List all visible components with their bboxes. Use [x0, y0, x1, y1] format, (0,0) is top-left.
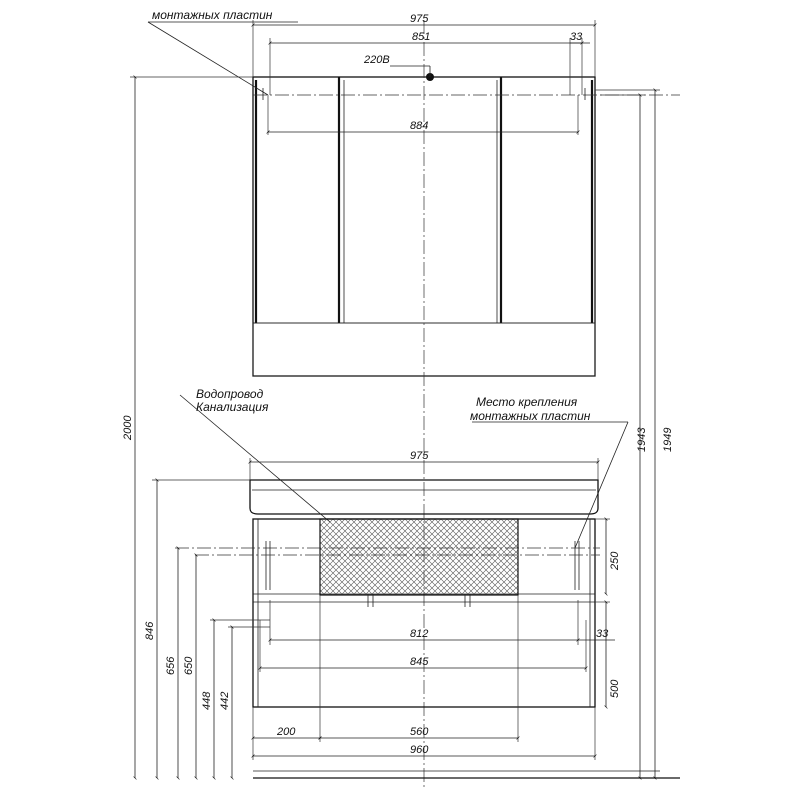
dim-200: 200 [277, 726, 296, 738]
vanity-width-dimensions [253, 595, 615, 760]
dim-975-top: 975 [410, 13, 429, 25]
label-mounting-plates-top: монтажных пластин [152, 8, 273, 22]
power-label: 220В [364, 54, 390, 66]
mirror-cabinet [253, 20, 680, 790]
dim-884: 884 [410, 120, 429, 132]
dim-812: 812 [410, 628, 429, 640]
dim-656: 656 [165, 656, 177, 675]
label-mounting-place-1: Место крепления [476, 395, 578, 409]
dim-250: 250 [609, 551, 621, 570]
dim-845: 845 [410, 656, 429, 668]
dim-846: 846 [144, 621, 156, 640]
dim-650: 650 [183, 656, 195, 675]
dim-442: 442 [219, 691, 231, 710]
plumbing-zone-mesh [320, 519, 518, 595]
dim-851: 851 [412, 31, 431, 43]
dim-975-basin: 975 [410, 450, 429, 462]
dim-1949: 1949 [662, 427, 674, 452]
dim-33-top: 33 [570, 31, 583, 43]
left-height-dimensions [122, 77, 270, 778]
dim-448: 448 [201, 691, 213, 710]
dim-1943: 1943 [636, 427, 648, 452]
dim-500: 500 [609, 679, 621, 698]
label-mounting-place-2: монтажных пластин [470, 409, 591, 423]
dim-960: 960 [410, 744, 429, 756]
dim-2000: 2000 [122, 415, 134, 440]
dim-560: 560 [410, 726, 429, 738]
label-water-supply: Водопровод [196, 387, 264, 401]
vanity-unit [175, 480, 600, 707]
leader-water-supply [180, 387, 330, 522]
label-sewer: Канализация [196, 400, 269, 414]
dim-33-bottom: 33 [596, 628, 609, 640]
leader-mounting-plates-top [148, 8, 298, 95]
right-height-dimensions [595, 90, 674, 778]
